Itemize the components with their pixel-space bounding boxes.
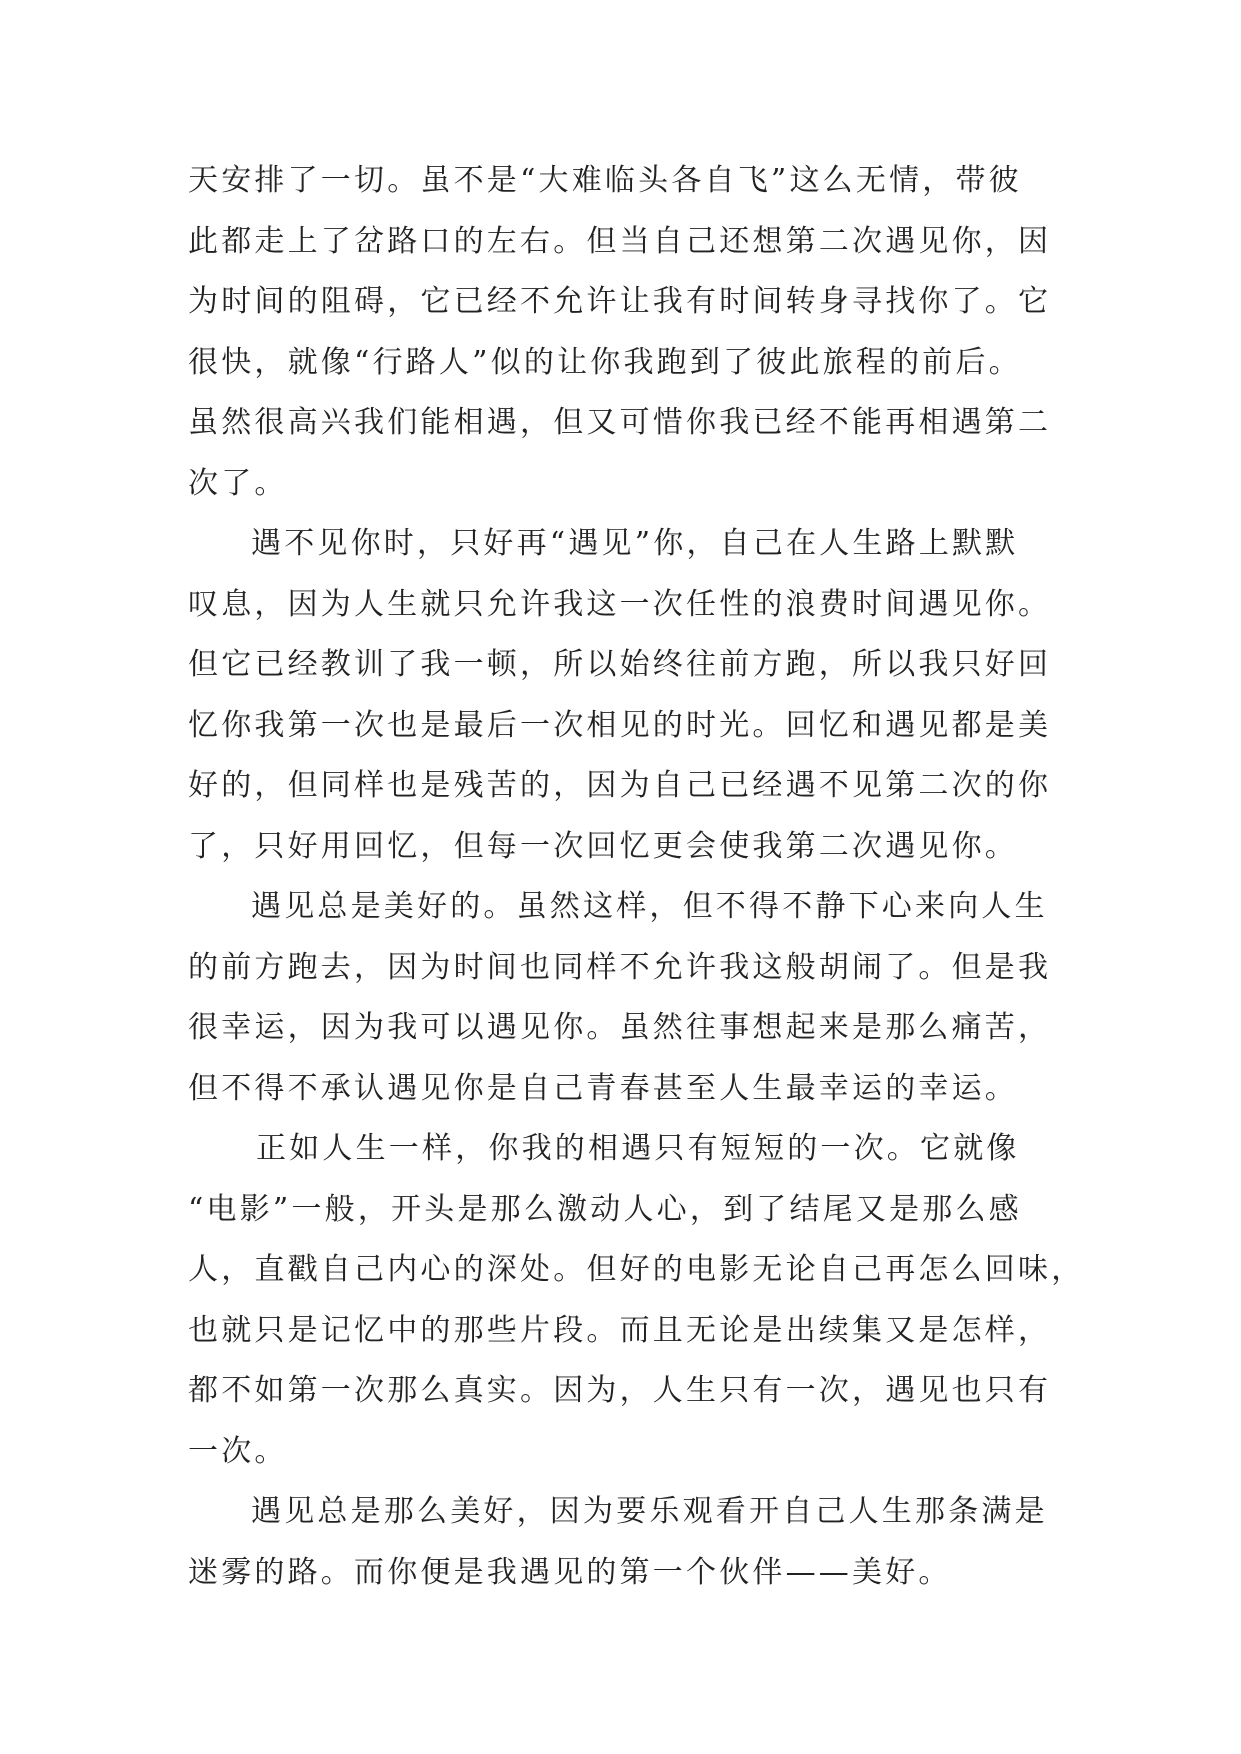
text-line: 天安排了一切。虽不是“大难临头各自飞”这么无情，带彼 xyxy=(188,163,1022,198)
paragraph xyxy=(188,151,1068,514)
text-line: 叹息，因为人生就只允许我这一次任性的浪费时间遇见你。 xyxy=(188,586,1052,622)
text-line: 遇不见你时，只好再“遇见”你，自己在人生路上默默 xyxy=(251,526,1019,561)
text-line: 遇见总是美好的。虽然这样，但不得不静下心来向人生 xyxy=(251,889,1048,924)
text-line: 正如人生一样，你我的相遇只有短短的一次。它就像 xyxy=(256,1131,1020,1166)
text-line: 遇见总是那么美好，因为要乐观看开自己人生那条满是 xyxy=(251,1494,1048,1529)
text-line: 次了。 xyxy=(188,465,288,501)
paragraph xyxy=(188,514,1068,877)
text-line: 也就只是记忆中的那些片段。而且无论是出续集又是怎样， xyxy=(188,1312,1052,1348)
text-line: “电影”一般，开头是那么激动人心，到了结尾又是那么感 xyxy=(188,1191,1022,1227)
text-line: 很快，就像“行路人”似的让你我跑到了彼此旅程的前后。 xyxy=(188,344,1022,380)
text-line: 但它已经教训了我一顿，所以始终往前方跑，所以我只好回 xyxy=(188,647,1052,682)
text-line: 虽然很高兴我们能相遇，但又可惜你我已经不能再相遇第二 xyxy=(188,405,1052,440)
text-line: 了，只好用回忆，但每一次回忆更会使我第二次遇见你。 xyxy=(188,828,1018,864)
text-line: 忆你我第一次也是最后一次相见的时光。回忆和遇见都是美 xyxy=(188,707,1052,743)
paragraph xyxy=(188,877,1068,1119)
text-line: 人，直戳自己内心的深处。但好的电影无论自己再怎么回味， xyxy=(188,1252,1085,1287)
text-line: 一次。 xyxy=(188,1433,288,1469)
paragraph xyxy=(188,1482,1068,1603)
paragraph xyxy=(188,1119,1085,1482)
text-line: 此都走上了岔路口的左右。但当自己还想第二次遇见你，因 xyxy=(188,223,1052,259)
text-line: 的前方跑去，因为时间也同样不允许我这般胡闹了。但是我 xyxy=(188,949,1052,985)
text-line: 都不如第一次那么真实。因为，人生只有一次，遇见也只有 xyxy=(188,1373,1052,1408)
text-line: 很幸运，因为我可以遇见你。虽然往事想起来是那么痛苦， xyxy=(188,1010,1052,1045)
text-line: 好的，但同样也是残苦的，因为自己已经遇不见第二次的你 xyxy=(188,768,1052,803)
text-line: 迷雾的路。而你便是我遇见的第一个伙伴——美好。 xyxy=(188,1554,952,1590)
essay-body xyxy=(188,151,1085,1603)
text-line: 为时间的阻碍，它已经不允许让我有时间转身寻找你了。它 xyxy=(188,284,1052,319)
text-line: 但不得不承认遇见你是自己青春甚至人生最幸运的幸运。 xyxy=(188,1070,1018,1106)
